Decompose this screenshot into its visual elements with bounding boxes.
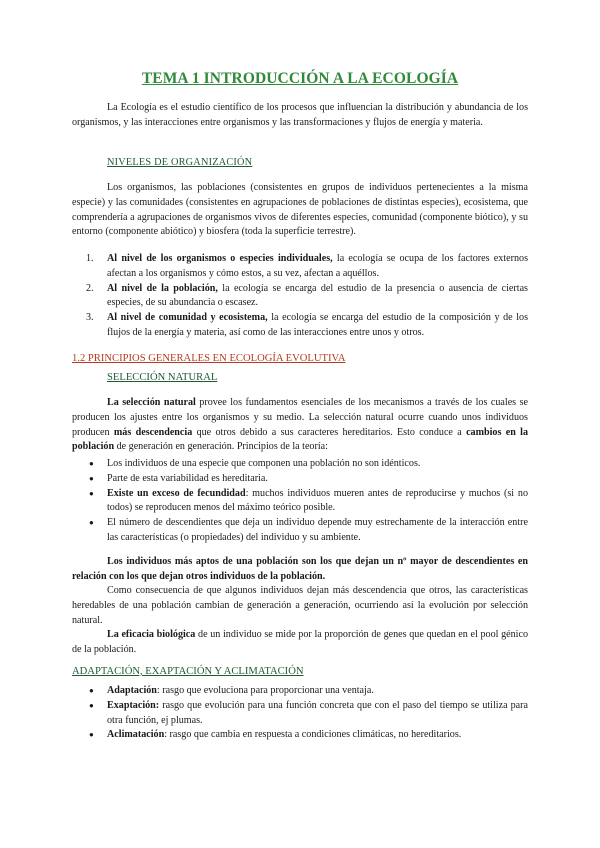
text-run: de generación en generación. Principios de la teoría: — [114, 441, 328, 453]
text-run: de un individuo se mide por la proporción de genes que quedan en el pool génico de la población. — [72, 629, 529, 655]
seleccion-paragraph — [72, 396, 528, 455]
item-bold-text: Al nivel de los organismos o especies individuales, — [107, 253, 333, 264]
list-item — [72, 516, 528, 546]
bullet-icon: ● — [89, 473, 94, 483]
list-item — [72, 487, 528, 517]
principios-bullet-list — [72, 457, 528, 546]
intro-paragraph: La Ecología es el estudio científico de los procesos que influencian la distribución y abundancia de los organismos, y las interacciones entre organismos y las transformaciones y flujos de energía y materia. — [72, 102, 528, 128]
list-number: 1. — [86, 253, 94, 264]
list-number: 2. — [86, 282, 94, 294]
bullet-icon: ● — [89, 686, 94, 695]
section-heading-principios: 1.2 PRINCIPIOS GENERALES EN ECOLOGÍA EVOLUTIVA — [72, 353, 346, 364]
bullet-icon: ● — [89, 730, 94, 740]
list-item — [72, 684, 528, 699]
item-text: El número de descendientes que deja un individuo depende muy estrechamente de la interacción entre las características (o propiedades) del individuo y su ambiente. — [107, 517, 528, 543]
item-bold-text: Al nivel de la población, — [107, 282, 218, 294]
list-item — [72, 472, 528, 487]
list-item — [72, 457, 528, 472]
item-text: : rasgo que cambia en respuesta a condiciones climáticas, no hereditarios. — [164, 729, 462, 741]
item-bold-text: Aclimatación — [107, 729, 165, 741]
subheading-seleccion: SELECCIÓN NATURAL — [107, 372, 218, 383]
aptos-paragraph — [72, 555, 528, 585]
item-bold-text: Exaptación: — [107, 699, 160, 711]
niveles-list — [72, 252, 528, 341]
bullet-icon: ● — [89, 459, 94, 468]
adaptacion-bullet-list — [72, 684, 528, 743]
item-text: la ecología se ocupa de los factores externos afectan a los organismos y cómo estos, a su vez, afectan a aquéllos. — [107, 253, 528, 279]
list-number: 3. — [86, 312, 94, 324]
section-heading-adaptacion: ADAPTACIÓN, EXAPTACIÓN Y ACLIMATACIÓN — [72, 666, 304, 677]
bold-term: más descendencia — [113, 426, 193, 438]
item-text: Parte de esta variabilidad es hereditaria. — [107, 472, 268, 484]
list-item — [72, 252, 528, 282]
list-item — [72, 728, 528, 743]
page-title: TEMA 1 INTRODUCCIÓN A LA ECOLOGÍA — [141, 70, 459, 87]
bullet-icon: ● — [89, 518, 94, 528]
item-text: : muchos individuos mueren antes de reproducirse y muchos (si no todos) se reproducen menos del máximo teórico posible. — [107, 487, 528, 514]
bullet-icon: ● — [89, 488, 94, 498]
list-item — [72, 311, 528, 341]
text-run: que otros debido a sus caracteres hereditarios. Esto conduce a — [192, 426, 467, 438]
bold-term: cambios en la población — [72, 426, 528, 453]
consecuencia-paragraph: Como consecuencia de que algunos individuos dejan más descendencia que otros, las características heredables de una población cambian de generación a generación, ocurriendo así la evolución por selección natural. — [72, 585, 528, 626]
item-text: la ecología se encarga del estudio de la composición y de los flujos de la energía y materia, así como de las interacciones entre unos y otros. — [107, 312, 528, 338]
item-bold-text: Al nivel de comunidad y ecosistema, — [107, 312, 268, 324]
text-run: provee los fundamentos esenciales de los mecanismos a través de los cuales se producen los ajustes entre los organismos y su medio. La selección natural ocurre cuando unos individuos producen — [72, 397, 528, 438]
item-bold-text: Adaptación — [107, 685, 157, 696]
list-item — [72, 699, 528, 729]
item-text: : rasgo que evoluciona para proporcionar una ventaja. — [156, 685, 374, 696]
item-text: Los individuos de una especie que componen una población no son idénticos. — [107, 458, 421, 469]
bullet-icon: ● — [89, 700, 94, 710]
niveles-paragraph: Los organismos, las poblaciones (consistentes en grupos de individuos pertenecientes a la misma especie) y las comunidades (consistentes en agrupaciones de poblaciones de distintas especies), ecosistema, que comprendería a agrupaciones de organismos vivos de diferentes especies, comunidad (componente biótico), y su entorno (componente abiótico) y biosfera (toda la superficie terrestre). — [72, 182, 528, 238]
section-heading-niveles: NIVELES DE ORGANIZACIÓN — [107, 157, 253, 168]
eficacia-paragraph — [72, 628, 528, 658]
bold-term: La eficacia biológica — [107, 629, 196, 640]
bold-term: La selección natural — [107, 397, 196, 408]
item-text: la ecología se encarga del estudio de la presencia o ausencia de ciertas especies, de su abundancia o escasez. — [107, 282, 528, 309]
item-text: rasgo que evolución para una función concreta que con el paso del tiempo se utiliza para otra función, ej plumas. — [107, 699, 528, 726]
item-bold-text: Existe un exceso de fecundidad — [107, 487, 246, 499]
bold-statement: Los individuos más aptos de una población son los que dejan un nº mayor de descendientes en relación con los que dejan otros individuos de la población. — [72, 556, 528, 582]
list-item — [72, 282, 528, 312]
